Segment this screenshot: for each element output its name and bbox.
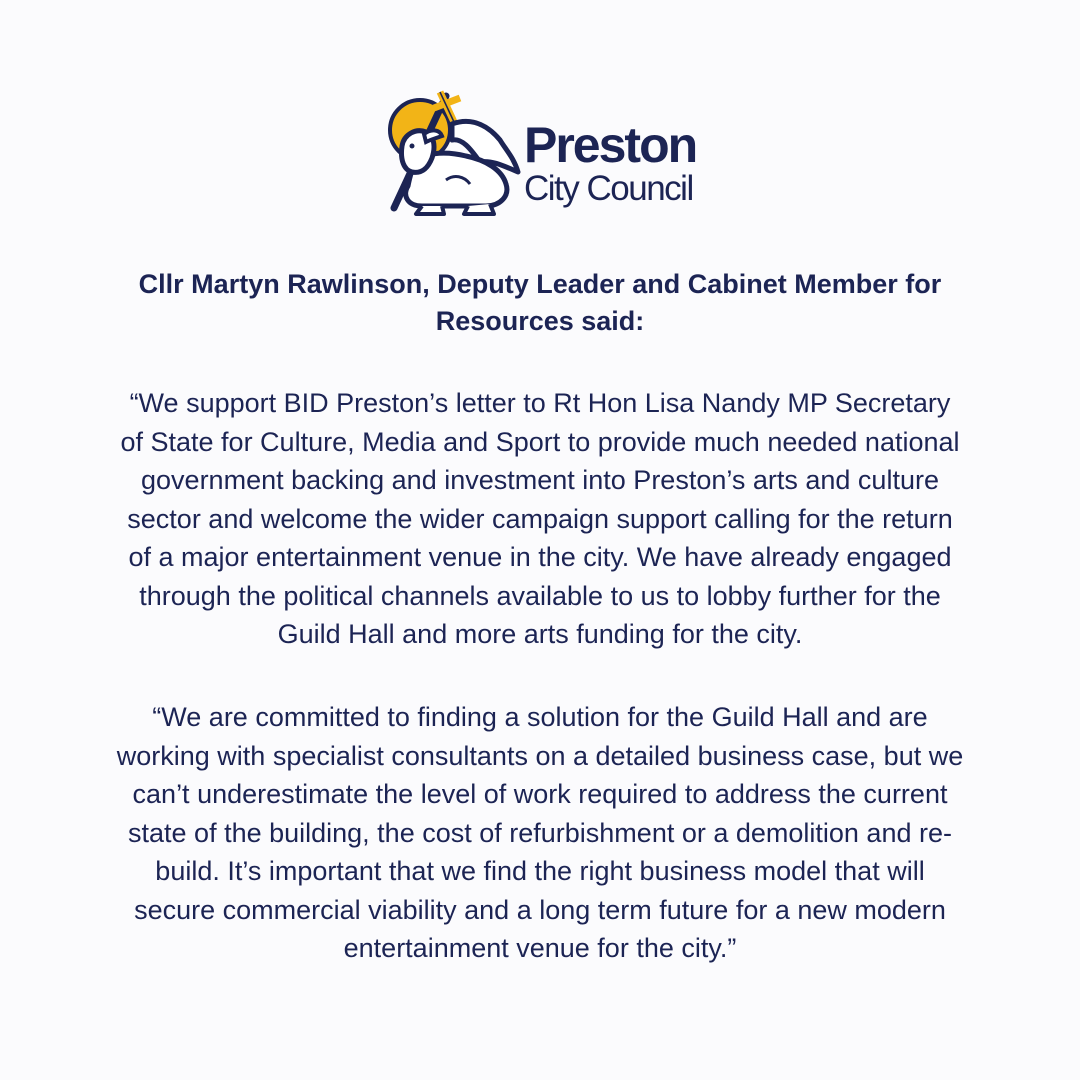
quote-paragraph-2	[40, 698, 1040, 968]
paragraph-line: build. It’s important that we find the right business model that will	[155, 856, 925, 886]
lamb-emblem-icon	[382, 88, 522, 220]
paragraph-line: through the political channels available to us to lobby further for the	[139, 580, 941, 611]
logo-subtitle: City Council	[524, 169, 693, 208]
paragraph-line: government backing and investment into Preston’s arts and culture	[141, 465, 939, 495]
heading-line: Resources said:	[435, 306, 645, 336]
paragraph-line: secure commercial viability and a long term future for a new modern	[134, 894, 946, 925]
quote-attribution-heading	[40, 266, 1040, 340]
paragraph-line: working with specialist consultants on a detailed business case, but we	[116, 740, 964, 771]
logo-wordmark: Preston	[524, 117, 697, 173]
paragraph-line: of State for Culture, Media and Sport to provide much needed national	[120, 426, 960, 457]
paragraph-line: Guild Hall and more arts funding for the city.	[277, 619, 803, 649]
heading-line: Cllr Martyn Rawlinson, Deputy Leader and Cabinet Member for	[138, 269, 942, 299]
paragraph-line: of a major entertainment venue in the city. We have already engaged	[128, 542, 952, 572]
paragraph-line: “We are committed to finding a solution for the Guild Hall and are	[152, 702, 928, 732]
paragraph-line: can’t underestimate the level of work required to address the current	[132, 779, 948, 809]
preston-city-council-logo	[382, 88, 712, 220]
paragraph-line: state of the building, the cost of refurbishment or a demolition and re-	[128, 817, 952, 848]
paragraph-line: sector and welcome the wider campaign support calling for the return	[127, 503, 953, 534]
paragraph-line: entertainment venue for the city.”	[343, 933, 737, 963]
paragraph-line: “We support BID Preston’s letter to Rt Hon Lisa Nandy MP Secretary	[129, 388, 951, 418]
quote-paragraph-1	[40, 384, 1040, 654]
